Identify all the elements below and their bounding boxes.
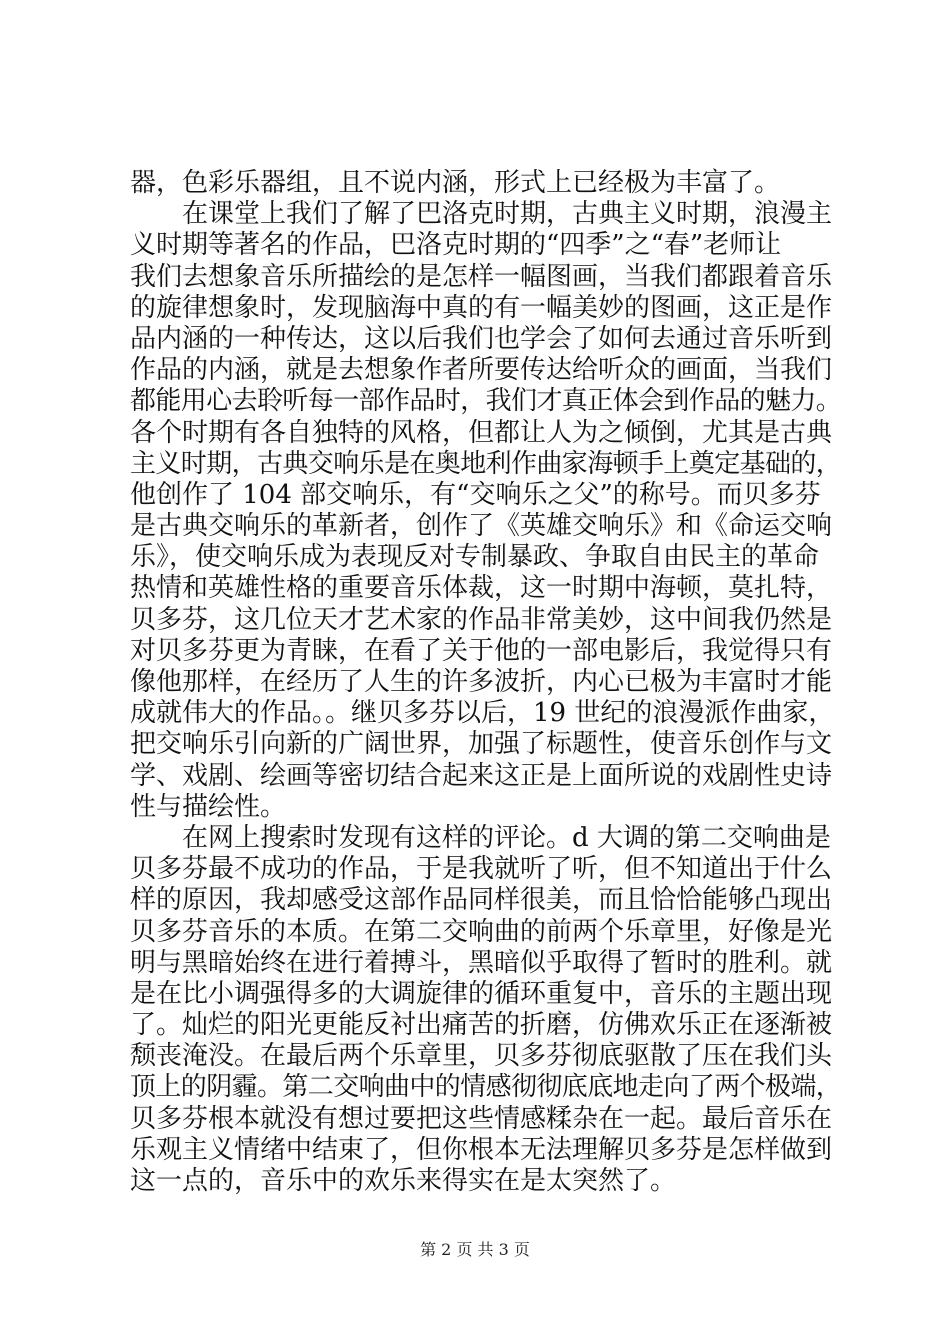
text-line: 样的原因，我却感受这部作品同样很美，而且恰恰能够凸现出 (130, 885, 833, 916)
text-line: 作品的内涵，就是去想象作者所要传达给听众的画面，当我们 (130, 355, 833, 386)
text-line: 明与黑暗始终在进行着搏斗，黑暗似乎取得了暂时的胜利。就 (130, 947, 833, 978)
text-line: 贝多芬最不成功的作品，于是我就听了听，但不知道出于什么 (130, 854, 833, 885)
text-line: 义时期等著名的作品，巴洛克时期的“四季”之“春”老师让 (130, 230, 782, 261)
text-line: 器，色彩乐器组，且不说内涵，形式上已经极为丰富了。 (130, 168, 781, 198)
text-line: 是在比小调强得多的大调旋律的循环重复中，音乐的主题出现 (130, 978, 833, 1009)
text-line: 贝多芬根本就没有想过要把这些情感糅杂在一起。最后音乐在 (130, 1103, 833, 1134)
text-line: 成就伟大的作品。。继贝多芬以后，19 世纪的浪漫派作曲家， (130, 698, 835, 729)
text-line: 这一点的，音乐中的欢乐来得实在是太突然了。 (130, 1166, 677, 1196)
text-line: 我们去想象音乐所描绘的是怎样一幅图画，当我们都跟着音乐 (130, 261, 833, 292)
text-line: 性与描绘性。 (130, 791, 287, 822)
text-line: 热情和英雄性格的重要音乐体裁，这一时期中海顿，莫扎特， (130, 573, 833, 604)
text-line: 像他那样，在经历了人生的许多波折，内心已极为丰富时才能 (130, 667, 833, 697)
text-line: 把交响乐引向新的广阔世界，加强了标题性，使音乐创作与文 (130, 729, 833, 760)
text-line: 颓丧淹没。在最后两个乐章里，贝多芬彻底驱散了压在我们头 (130, 1041, 833, 1072)
text-line: 贝多芬，这几位天才艺术家的作品非常美妙，这中间我仍然是 (130, 604, 833, 635)
text-line: 的旋律想象时，发现脑海中真的有一幅美妙的图画，这正是作 (130, 292, 833, 323)
text-line: 在课堂上我们了解了巴洛克时期，古典主义时期，浪漫主 (130, 199, 833, 230)
text-line: 乐观主义情绪中结束了，但你根本无法理解贝多芬是怎样做到 (130, 1134, 833, 1165)
text-line: 品内涵的一种传达，这以后我们也学会了如何去通过音乐听到 (130, 323, 833, 354)
text-line: 他创作了 104 部交响乐，有“交响乐之父”的称号。而贝多芬 (130, 479, 821, 510)
text-line: 是古典交响乐的革新者，创作了《英雄交响乐》和《命运交响 (130, 511, 833, 542)
page-number-footer: 第 2 页 共 3 页 (420, 1240, 530, 1259)
text-line: 了。灿烂的阳光更能反衬出痛苦的折磨，仿佛欢乐正在逐渐被 (130, 1010, 833, 1041)
text-line: 乐》，使交响乐成为表现反对专制暴政、争取自由民主的革命 (130, 542, 820, 573)
text-line: 顶上的阴霾。第二交响曲中的情感彻彻底底地走向了两个极端， (130, 1072, 842, 1103)
text-line: 主义时期，古典交响乐是在奥地利作曲家海顿手上奠定基础的， (130, 448, 842, 479)
text-line: 学、戏剧、绘画等密切结合起来这正是上面所说的戏剧性史诗 (130, 760, 833, 791)
text-line: 各个时期有各自独特的风格，但都让人为之倾倒，尤其是古典 (130, 417, 833, 448)
body-text (130, 168, 842, 1197)
text-line: 都能用心去聆听每一部作品时，我们才真正体会到作品的魅力。 (130, 386, 842, 417)
text-line: 在网上搜索时发现有这样的评论。d 大调的第二交响曲是 (130, 822, 831, 853)
text-line: 贝多芬音乐的本质。在第二交响曲的前两个乐章里，好像是光 (130, 916, 833, 947)
text-line: 对贝多芬更为青睐，在看了关于他的一部电影后，我觉得只有 (130, 635, 833, 666)
